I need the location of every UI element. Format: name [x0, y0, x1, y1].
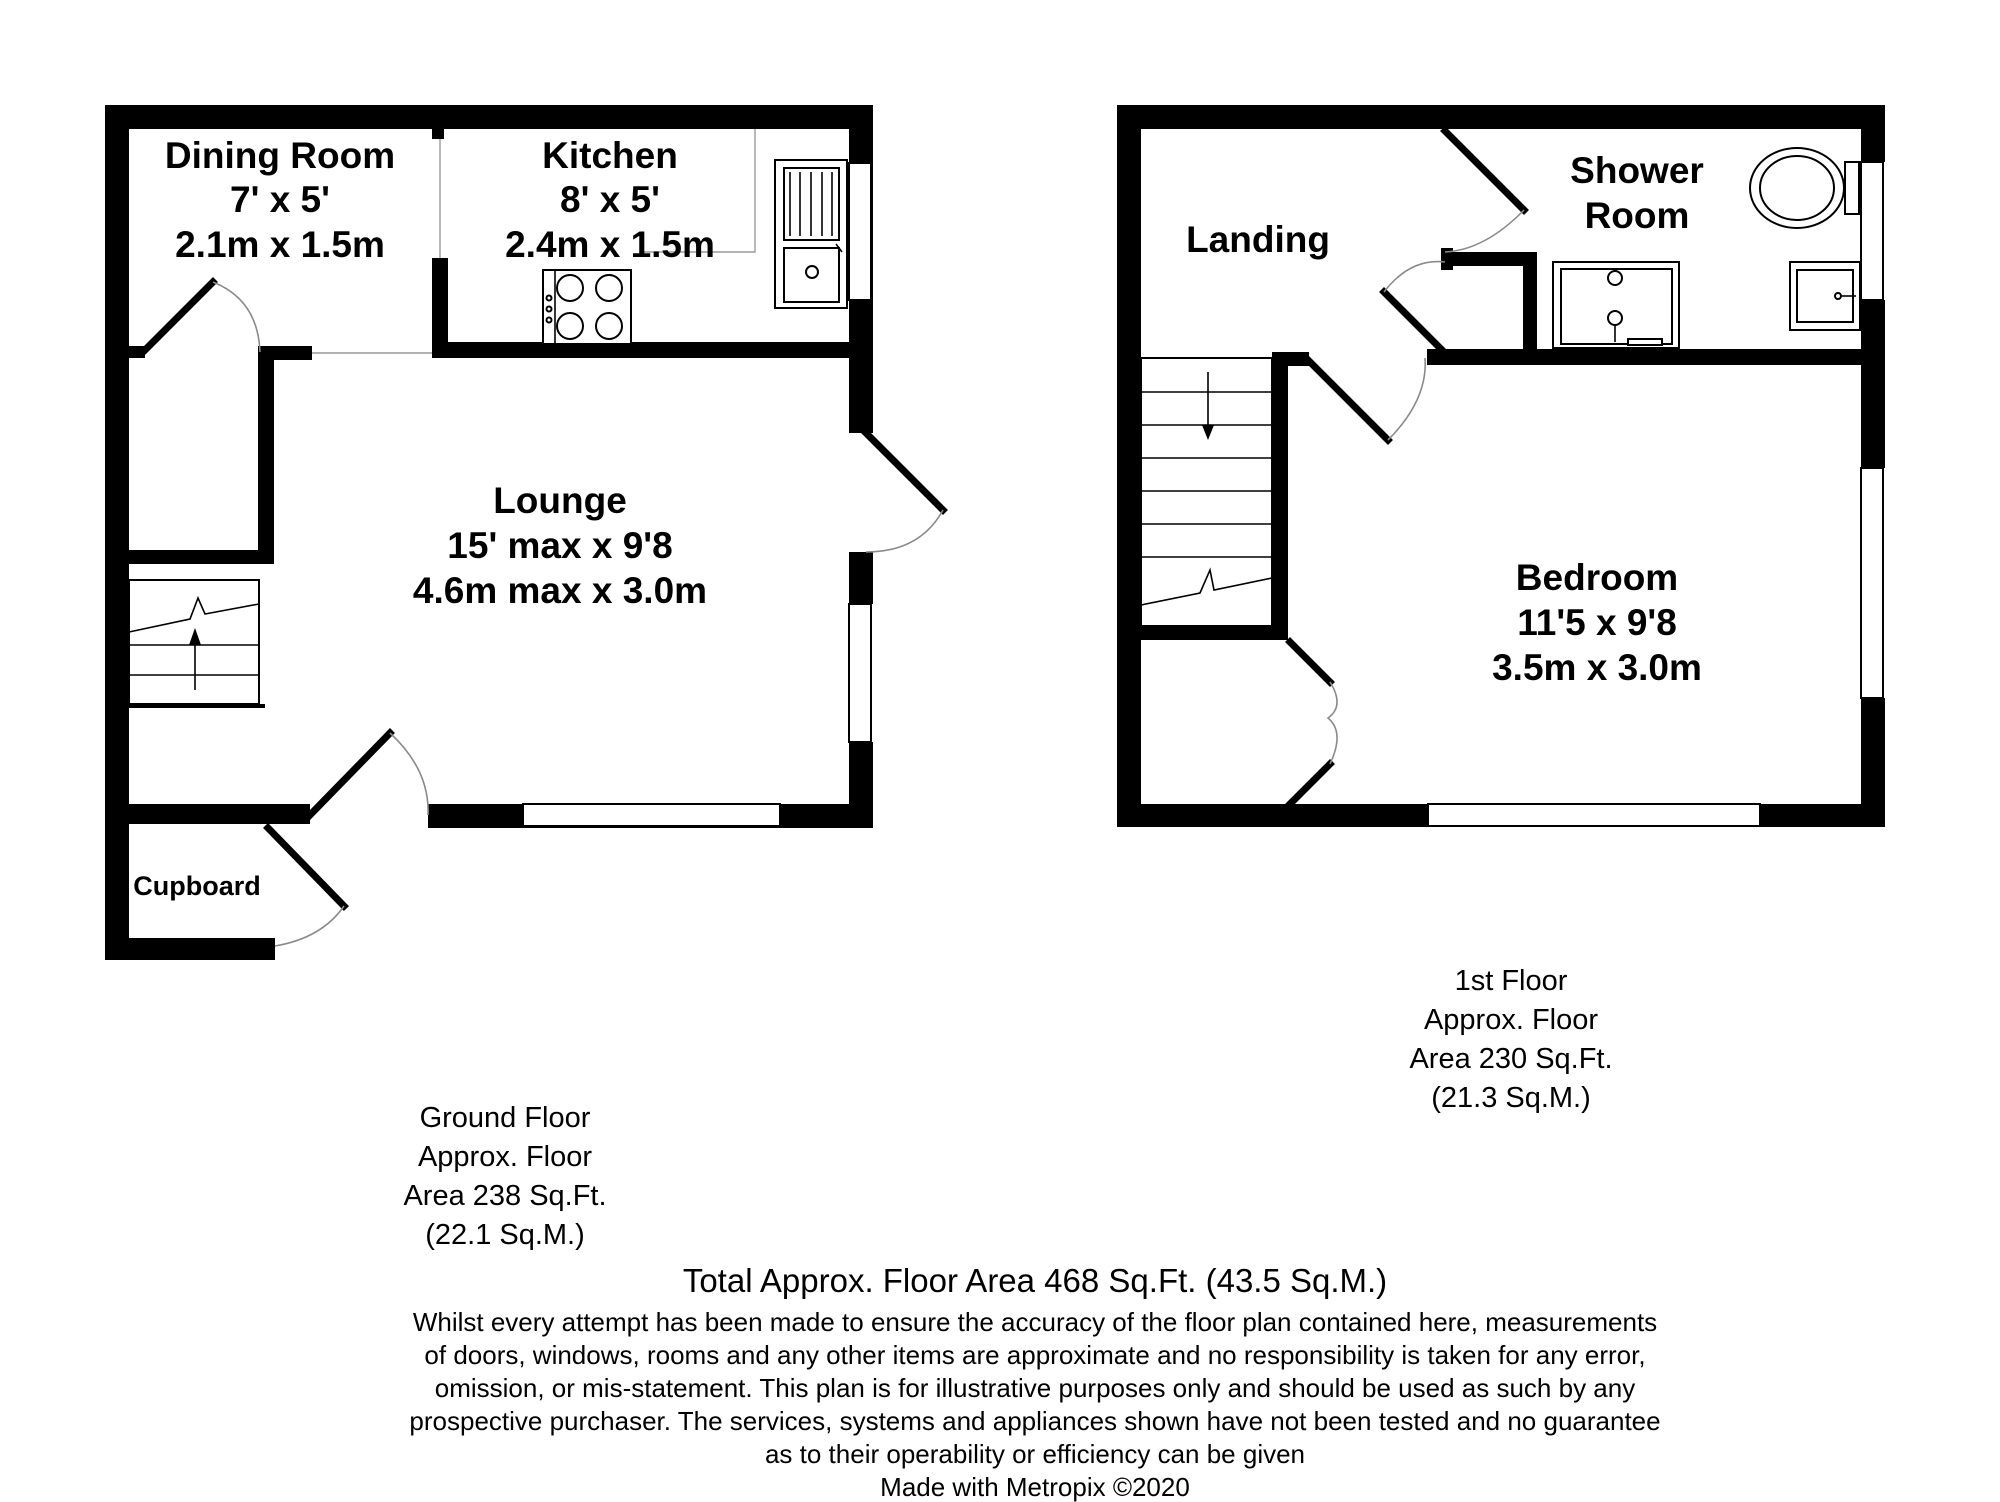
lounge-imperial: 15' max x 9'8	[447, 525, 673, 566]
dining-room-imperial: 7' x 5'	[230, 179, 330, 220]
gf-stairs	[129, 580, 259, 704]
gf-wall-cupboard-top	[105, 804, 310, 824]
ff-wall-shower-box-side	[1523, 252, 1537, 365]
bedroom-metric: 3.5m x 3.0m	[1492, 647, 1702, 688]
gf-door-dining	[143, 282, 213, 352]
ff-wall-left	[1117, 105, 1141, 827]
disclaimer-line: Whilst every attempt has been made to ensure the accuracy of the floor plan contained here, measurements	[412, 1307, 1658, 1337]
disclaimer-line: of doors, windows, rooms and any other items are approximate and no responsibility is taken for any error,	[424, 1340, 1646, 1370]
gf-wall-hall-shelf	[129, 550, 274, 564]
bedroom-imperial: 11'5 x 9'8	[1517, 602, 1677, 643]
ff-door-landing	[1384, 292, 1441, 349]
gf-kitchen-sink	[775, 160, 847, 308]
gf-wall-dining-kitchen-top	[432, 129, 444, 139]
area-labels	[403, 965, 1612, 1251]
shower-room-name-line1: Shower	[1570, 150, 1704, 191]
lounge-metric: 4.6m max x 3.0m	[412, 570, 708, 611]
room-labels	[133, 135, 1704, 901]
ff-wall-shower-box-top	[1445, 252, 1535, 266]
first-floor-area-line3: Area 230 Sq.Ft.	[1409, 1043, 1613, 1075]
ground-floor-area-line2: Approx. Floor	[417, 1141, 593, 1173]
ff-wall-shower-lower	[1427, 349, 1885, 365]
ff-window-bedroom-front	[1428, 804, 1760, 826]
gf-wall-top	[105, 105, 873, 129]
gf-door-front-garden	[866, 433, 943, 510]
kitchen-metric: 2.4m x 1.5m	[505, 224, 715, 265]
disclaimer-line: prospective purchaser. The services, systems and appliances shown have not been tested and no guarantee	[409, 1406, 1661, 1436]
dining-room-metric: 2.1m x 1.5m	[175, 224, 385, 265]
gf-window-lounge-side	[849, 604, 871, 742]
ff-door-bedroom	[1308, 360, 1388, 440]
disclaimer	[409, 1307, 1660, 1469]
ground-floor-area-line4: (22.1 Sq.M.)	[425, 1219, 585, 1251]
ground-floor-area-line3: Area 238 Sq.Ft.	[403, 1180, 607, 1212]
total-area: Total Approx. Floor Area 468 Sq.Ft. (43.5 Sq.M.)	[682, 1262, 1388, 1299]
gf-door-lounge-front	[310, 733, 390, 815]
gf-window-kitchen	[849, 163, 871, 300]
ff-shower-tray	[1553, 262, 1679, 348]
ff-basin	[1790, 262, 1860, 330]
gf-wall-hall-column	[258, 346, 274, 562]
gf-wall-cupboard-bottom	[105, 938, 275, 960]
ff-wall-right-mid	[1861, 300, 1885, 468]
ff-window-bedroom-side	[1861, 468, 1883, 698]
first-floor-area-line4: (21.3 Sq.M.)	[1431, 1082, 1591, 1114]
first-floor-plan	[1117, 105, 1885, 827]
ff-wall-bottom-right	[1760, 804, 1885, 827]
cupboard-name: Cupboard	[133, 871, 261, 901]
first-floor-area-line2: Approx. Floor	[1423, 1004, 1599, 1036]
kitchen-name: Kitchen	[542, 135, 678, 176]
ff-window-shower	[1861, 162, 1883, 300]
ff-wall-stair-right	[1272, 352, 1288, 638]
gf-door-cupboard	[268, 828, 344, 906]
lounge-name: Lounge	[493, 480, 627, 521]
ff-door-cupboard-lower	[1290, 764, 1330, 804]
ff-stairs	[1141, 358, 1272, 626]
gf-wall-right-mid	[849, 552, 873, 604]
bedroom-name: Bedroom	[1515, 557, 1679, 598]
disclaimer-line: as to their operability or efficiency can be given	[764, 1439, 1306, 1469]
ground-floor-area-line1: Ground Floor	[419, 1102, 591, 1134]
kitchen-imperial: 8' x 5'	[560, 179, 660, 220]
landing-name: Landing	[1186, 219, 1330, 260]
ff-toilet	[1750, 148, 1859, 228]
ff-wall-right-upper	[1861, 105, 1885, 162]
ff-wall-top	[1117, 105, 1885, 129]
disclaimer-line: omission, or mis-statement. This plan is for illustrative purposes only and should be used as such by any	[434, 1373, 1636, 1403]
gf-wall-left	[105, 105, 129, 960]
first-floor-area-line1: 1st Floor	[1454, 965, 1568, 997]
ff-wall-bottom-left	[1117, 804, 1428, 827]
ff-wall-stair-bottom	[1141, 626, 1288, 640]
ff-door-shower	[1445, 131, 1524, 210]
metropix-credit: Made with Metropix ©2020	[880, 1472, 1190, 1502]
ff-door-cupboard-upper	[1290, 642, 1330, 682]
gf-wall-kitchen-lounge	[432, 342, 873, 358]
gf-window-lounge-front	[523, 804, 780, 826]
gf-kitchen-cooker	[543, 270, 631, 344]
gf-wall-dining-kitchen	[432, 258, 448, 354]
shower-room-name-line2: Room	[1584, 195, 1690, 236]
dining-room-name: Dining Room	[164, 135, 396, 176]
